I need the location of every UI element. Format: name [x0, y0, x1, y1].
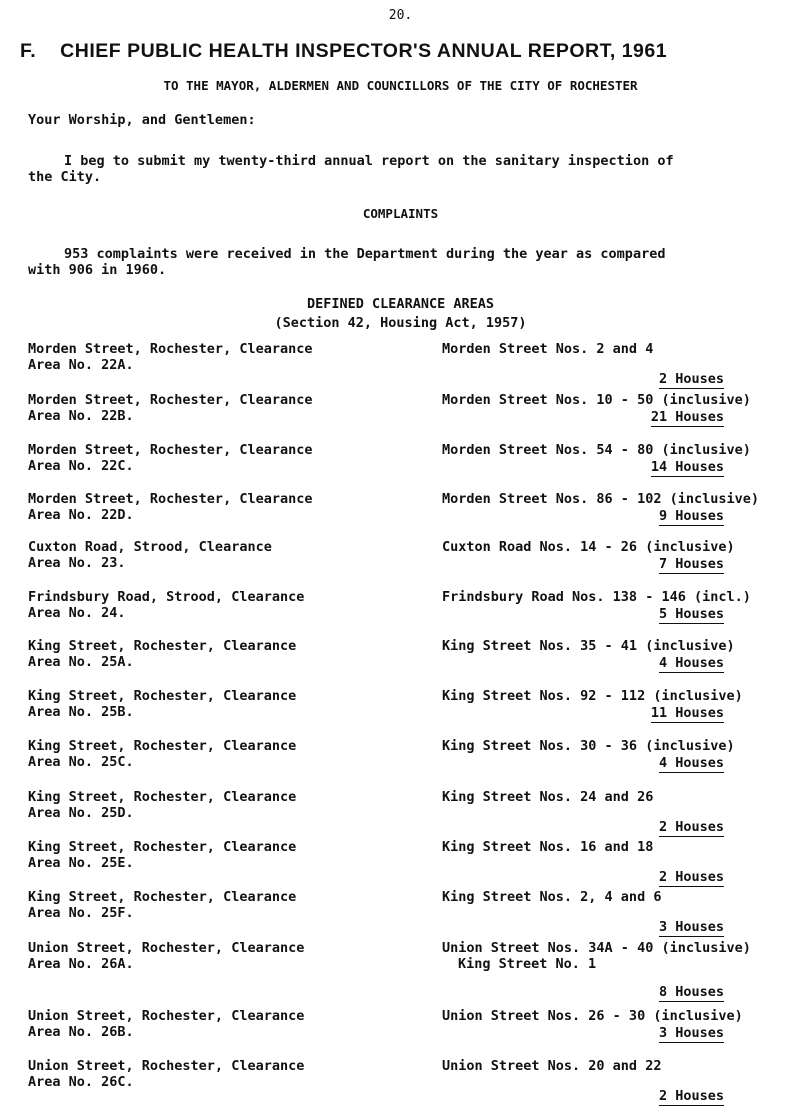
- clearance-entry: [28, 688, 778, 740]
- clearance-area-name: [28, 589, 368, 621]
- intro-line-2: the City.: [28, 169, 102, 186]
- area-number: Area No. 25E.: [28, 855, 134, 872]
- clearance-entry: [28, 1058, 778, 1110]
- street-numbers: Union Street Nos. 34A - 40 (inclusive): [442, 940, 751, 956]
- street-numbers: Union Street Nos. 26 - 30 (inclusive): [442, 1008, 743, 1024]
- clearance-entry: [28, 392, 778, 444]
- street-numbers: Morden Street Nos. 86 - 102 (inclusive): [442, 491, 759, 507]
- clearance-area-name: [28, 341, 368, 373]
- area-number: Area No. 22B.: [28, 408, 134, 425]
- clearance-entry: [28, 839, 778, 891]
- clearance-entry: [28, 539, 778, 591]
- clearance-streets: [442, 392, 767, 408]
- clearance-heading: DEFINED CLEARANCE AREAS: [307, 296, 494, 312]
- clearance-streets: [442, 940, 767, 972]
- clearance-streets: [442, 539, 767, 555]
- area-title: Morden Street, Rochester, Clearance: [28, 392, 313, 408]
- houses-count: 2 Houses: [659, 371, 724, 389]
- clearance-area-name: [28, 539, 368, 571]
- intro-paragraph: [28, 153, 773, 185]
- page-number: 20.: [388, 8, 413, 23]
- street-numbers: King Street Nos. 24 and 26: [442, 789, 654, 805]
- clearance-streets: [442, 839, 767, 855]
- street-numbers: Morden Street Nos. 2 and 4: [442, 341, 654, 357]
- clearance-entry: [28, 1008, 778, 1060]
- complaints-paragraph: [28, 246, 773, 278]
- section-letter: F.: [20, 40, 37, 62]
- clearance-streets: [442, 1058, 767, 1074]
- houses-count: 3 Houses: [659, 1025, 724, 1043]
- area-title: Union Street, Rochester, Clearance: [28, 940, 305, 956]
- area-number: Area No. 22D.: [28, 507, 134, 524]
- clearance-entry: [28, 638, 778, 690]
- area-number: Area No. 26B.: [28, 1024, 134, 1041]
- complaints-line-2: with 906 in 1960.: [28, 262, 167, 279]
- street-numbers: Morden Street Nos. 10 - 50 (inclusive): [442, 392, 751, 408]
- clearance-area-name: [28, 738, 368, 770]
- area-title: King Street, Rochester, Clearance: [28, 889, 297, 905]
- street-numbers-extra: King Street No. 1: [458, 956, 597, 973]
- houses-count: 2 Houses: [659, 819, 724, 837]
- area-title: King Street, Rochester, Clearance: [28, 839, 297, 855]
- clearance-area-name: [28, 889, 368, 921]
- street-numbers: King Street Nos. 2, 4 and 6: [442, 889, 662, 905]
- clearance-area-name: [28, 940, 368, 972]
- clearance-entry: [28, 589, 778, 641]
- houses-count: 4 Houses: [659, 755, 724, 773]
- area-title: Frindsbury Road, Strood, Clearance: [28, 589, 305, 605]
- clearance-entry: [28, 889, 778, 941]
- houses-count: 5 Houses: [659, 606, 724, 624]
- addressee-line: TO THE MAYOR, ALDERMEN AND COUNCILLORS OF THE CITY OF ROCHESTER: [163, 78, 638, 93]
- clearance-area-name: [28, 491, 368, 523]
- clearance-streets: [442, 789, 767, 805]
- clearance-area-name: [28, 638, 368, 670]
- houses-count: 2 Houses: [659, 1088, 724, 1106]
- street-numbers: Union Street Nos. 20 and 22: [442, 1058, 662, 1074]
- street-numbers: King Street Nos. 92 - 112 (inclusive): [442, 688, 743, 704]
- street-numbers: Cuxton Road Nos. 14 - 26 (inclusive): [442, 539, 735, 555]
- clearance-entry: [28, 738, 778, 790]
- salutation: Your Worship, and Gentlemen:: [28, 112, 256, 128]
- houses-count: 8 Houses: [659, 984, 724, 1002]
- street-numbers: Morden Street Nos. 54 - 80 (inclusive): [442, 442, 751, 458]
- clearance-entry: [28, 341, 778, 393]
- clearance-subheading: (Section 42, Housing Act, 1957): [274, 315, 527, 331]
- area-title: Morden Street, Rochester, Clearance: [28, 491, 313, 507]
- area-title: Morden Street, Rochester, Clearance: [28, 442, 313, 458]
- clearance-streets: [442, 341, 767, 357]
- area-number: Area No. 25A.: [28, 654, 134, 671]
- area-title: King Street, Rochester, Clearance: [28, 688, 297, 704]
- title-text: CHIEF PUBLIC HEALTH INSPECTOR'S ANNUAL REPORT, 1961: [60, 40, 668, 62]
- street-numbers: Frindsbury Road Nos. 138 - 146 (incl.): [442, 589, 751, 605]
- clearance-streets: [442, 638, 767, 654]
- clearance-area-name: [28, 1058, 368, 1090]
- clearance-streets: [442, 1008, 767, 1024]
- clearance-streets: [442, 442, 767, 458]
- report-title: [20, 40, 780, 63]
- clearance-streets: [442, 491, 767, 507]
- street-numbers: King Street Nos. 35 - 41 (inclusive): [442, 638, 735, 654]
- houses-count: 3 Houses: [659, 919, 724, 937]
- area-title: King Street, Rochester, Clearance: [28, 638, 297, 654]
- clearance-area-name: [28, 839, 368, 871]
- street-numbers: King Street Nos. 30 - 36 (inclusive): [442, 738, 735, 754]
- area-number: Area No. 22C.: [28, 458, 134, 475]
- clearance-streets: [442, 738, 767, 754]
- area-title: Union Street, Rochester, Clearance: [28, 1058, 305, 1074]
- area-number: Area No. 25B.: [28, 704, 134, 721]
- clearance-entry: [28, 789, 778, 841]
- houses-count: 11 Houses: [651, 705, 724, 723]
- houses-count: 14 Houses: [651, 459, 724, 477]
- area-title: Cuxton Road, Strood, Clearance: [28, 539, 272, 555]
- houses-count: 9 Houses: [659, 508, 724, 526]
- area-number: Area No. 25C.: [28, 754, 134, 771]
- area-title: Union Street, Rochester, Clearance: [28, 1008, 305, 1024]
- area-number: Area No. 26C.: [28, 1074, 134, 1091]
- area-title: Morden Street, Rochester, Clearance: [28, 341, 313, 357]
- street-numbers: King Street Nos. 16 and 18: [442, 839, 654, 855]
- complaints-line-1: 953 complaints were received in the Department during the year as compared: [64, 246, 666, 262]
- area-number: Area No. 25D.: [28, 805, 134, 822]
- clearance-entry: [28, 442, 778, 494]
- clearance-area-name: [28, 1008, 368, 1040]
- area-number: Area No. 25F.: [28, 905, 134, 922]
- area-number: Area No. 24.: [28, 605, 126, 622]
- intro-line-1: I beg to submit my twenty-third annual report on the sanitary inspection of: [64, 153, 674, 169]
- houses-count: 2 Houses: [659, 869, 724, 887]
- clearance-area-name: [28, 392, 368, 424]
- houses-count: 21 Houses: [651, 409, 724, 427]
- area-number: Area No. 22A.: [28, 357, 134, 374]
- clearance-entry: [28, 491, 778, 543]
- area-title: King Street, Rochester, Clearance: [28, 789, 297, 805]
- houses-count: 7 Houses: [659, 556, 724, 574]
- area-number: Area No. 23.: [28, 555, 126, 572]
- clearance-entry: [28, 940, 778, 1000]
- area-title: King Street, Rochester, Clearance: [28, 738, 297, 754]
- houses-count: 4 Houses: [659, 655, 724, 673]
- clearance-streets: [442, 889, 767, 905]
- area-number: Area No. 26A.: [28, 956, 134, 973]
- clearance-area-name: [28, 442, 368, 474]
- complaints-heading: COMPLAINTS: [362, 206, 439, 221]
- clearance-area-name: [28, 688, 368, 720]
- clearance-streets: [442, 688, 767, 704]
- clearance-area-name: [28, 789, 368, 821]
- clearance-streets: [442, 589, 767, 605]
